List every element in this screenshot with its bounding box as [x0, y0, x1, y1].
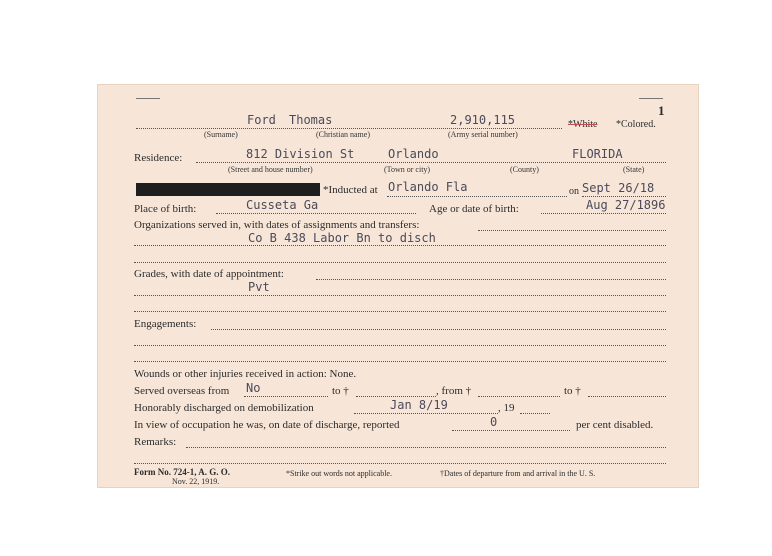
redacted-field [136, 183, 320, 196]
orgs-line-1 [478, 230, 666, 231]
engagements-line-3 [134, 361, 666, 362]
overseas-value: No [246, 381, 261, 395]
overseas-to-line [356, 396, 436, 397]
disability-label: In view of occupation he was, on date of discharge, reported [134, 419, 400, 431]
inducted-label: *Inducted at [323, 184, 378, 196]
to2-label: to † [564, 385, 581, 397]
state-value: FLORIDA [572, 147, 623, 161]
form-date: Nov. 22, 1919. [172, 477, 220, 486]
discharge-label: Honorably discharged on demobilization [134, 402, 314, 414]
residence-line [196, 162, 666, 163]
christian-name-value: Thomas [289, 113, 333, 127]
from-label: , from † [436, 385, 472, 397]
on-label: on [569, 186, 579, 197]
overseas-label: Served overseas from [134, 385, 230, 397]
grades-line-2 [134, 295, 666, 296]
discharge-line [354, 413, 498, 414]
orgs-label: Organizations served in, with dates of assignments and transfers: [134, 219, 420, 231]
footnote-dates: †Dates of departure from and arrival in the U. S. [440, 469, 596, 478]
residence-label: Residence: [134, 152, 183, 164]
inducted-date-line [582, 196, 666, 197]
orgs-line-2 [134, 245, 666, 246]
engagements-line-1 [211, 329, 666, 330]
surname-value: Ford [247, 113, 276, 127]
serial-value: 2,910,115 [450, 113, 516, 127]
inducted-line [387, 196, 567, 197]
age-value: Aug 27/1896 [586, 198, 666, 212]
christian-label: (Christian name) [316, 130, 370, 139]
grades-line-1 [316, 279, 666, 280]
footnote-strike: *Strike out words not applicable. [286, 469, 392, 478]
overseas-from-line [244, 396, 328, 397]
race-white: *White [568, 119, 598, 130]
discharge-year-line [520, 413, 550, 414]
top-left-rule [136, 98, 160, 99]
remarks-line-2 [134, 463, 666, 464]
race-colored: *Colored. [616, 119, 656, 130]
form-number: Form No. 724-1, A. G. O. [134, 467, 230, 477]
orgs-value: Co B 438 Labor Bn to disch [248, 231, 436, 245]
town-label: (Town or city) [384, 165, 431, 174]
card-number: 1 [658, 103, 665, 118]
grades-value: Pvt [248, 280, 270, 294]
grades-line-3 [134, 311, 666, 312]
discharge-value: Jan 8/19 [390, 398, 448, 412]
disability-value: 0 [490, 415, 498, 429]
county-label: (County) [510, 165, 539, 174]
orgs-line-3 [134, 262, 666, 263]
disability-line [452, 430, 570, 431]
wounds-label: Wounds or other injuries received in action: None. [134, 368, 357, 380]
city-value: Orlando [388, 147, 439, 161]
birth-place-value: Cusseta Ga [246, 198, 319, 212]
street-value: 812 Division St [246, 147, 355, 161]
grades-label: Grades, with date of appointment: [134, 268, 284, 280]
surname-label: (Surname) [204, 130, 238, 139]
remarks-label: Remarks: [134, 436, 177, 448]
age-line [541, 213, 666, 214]
age-label: Age or date of birth: [429, 203, 519, 215]
service-record-card [97, 84, 699, 488]
engagements-line-2 [134, 345, 666, 346]
top-right-rule [639, 98, 663, 99]
inducted-value: Orlando Fla [388, 180, 468, 194]
discharge-year: , 19 [498, 402, 515, 414]
overseas-from2-line [478, 396, 560, 397]
inducted-date-value: Sept 26/18 [582, 181, 655, 195]
remarks-line-1 [186, 447, 666, 448]
disability-suffix: per cent disabled. [576, 419, 654, 431]
engagements-label: Engagements: [134, 318, 197, 330]
to-label: to † [332, 385, 349, 397]
birth-place-label: Place of birth: [134, 203, 197, 215]
street-label: (Street and house number) [228, 165, 313, 174]
birth-place-line [216, 213, 416, 214]
name-line [136, 128, 562, 129]
serial-label: (Army serial number) [448, 130, 518, 139]
overseas-to2-line [588, 396, 666, 397]
state-label: (State) [623, 165, 645, 174]
